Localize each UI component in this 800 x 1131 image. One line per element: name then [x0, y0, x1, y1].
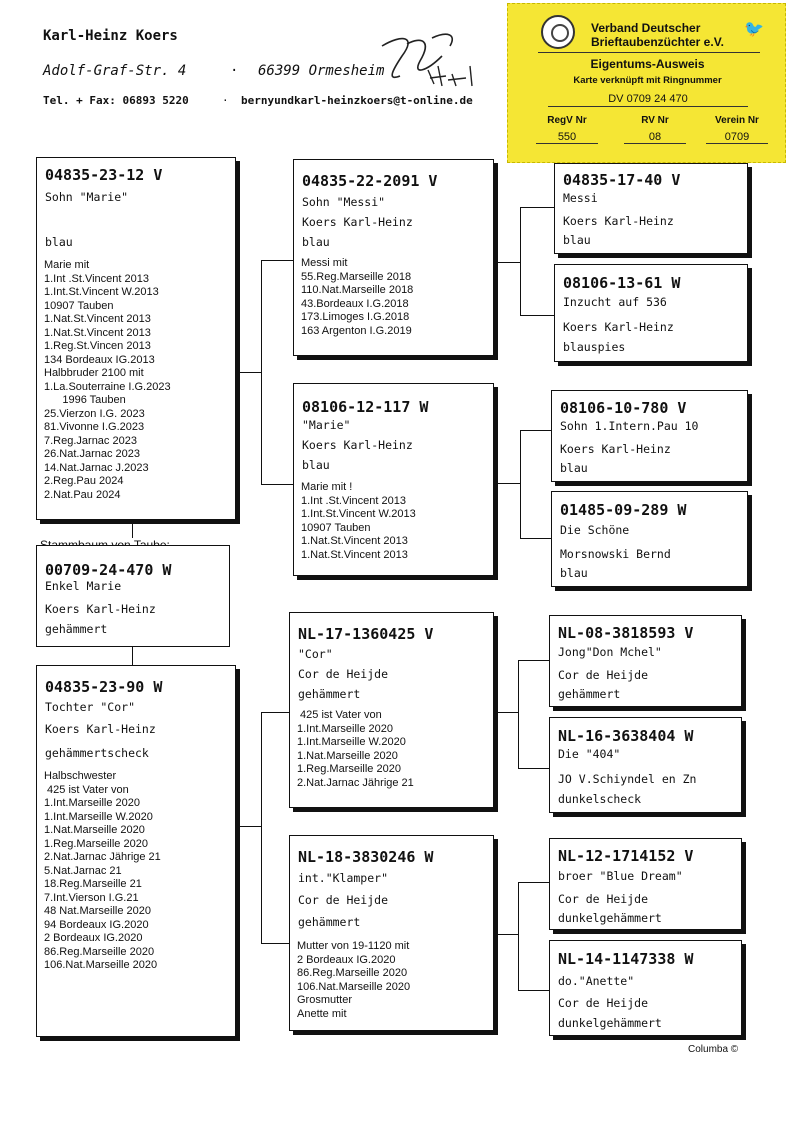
- breeder-name: Koers Karl-Heinz: [302, 215, 413, 229]
- connector-line: [494, 934, 518, 935]
- bird-name: Die "404": [558, 747, 621, 761]
- breeder-name: Cor de Heijde: [298, 893, 389, 907]
- pedigree-box-dds: [549, 838, 742, 930]
- bird-name: Jong"Don Mchel": [558, 645, 662, 659]
- bird-name: int."Klamper": [298, 871, 389, 885]
- bird-color: blau: [563, 233, 591, 247]
- bird-color: gehämmert: [298, 687, 361, 701]
- breeder-name: JO V.Schiyndel en Zn: [558, 772, 697, 786]
- breeder-name: Cor de Heijde: [298, 667, 389, 681]
- ring-number: NL-16-3638404 W: [558, 727, 694, 745]
- connector-line: [518, 882, 519, 991]
- ring-number: 08106-12-117 W: [302, 398, 429, 416]
- ring-number: 04835-23-12 V: [45, 166, 163, 184]
- ring-number: NL-08-3818593 V: [558, 624, 694, 642]
- connector-line: [520, 315, 554, 316]
- card-ring-number: DV 0709 24 470: [548, 93, 748, 107]
- bird-name: Sohn "Messi": [302, 195, 386, 209]
- pedigree-box-sire: [36, 157, 236, 520]
- bird-color: gehämmert: [558, 687, 621, 701]
- connector-line: [494, 483, 520, 484]
- card-value-verein: 0709: [706, 131, 768, 144]
- ring-number: NL-17-1360425 V: [298, 625, 434, 643]
- bird-name: Sohn "Marie": [45, 190, 129, 204]
- bird-name: broer "Blue Dream": [558, 869, 683, 883]
- card-value-regv: 550: [536, 131, 598, 144]
- bird-color: dunkelgehämmert: [558, 911, 662, 925]
- owner-city: 66399 Ormesheim: [258, 63, 385, 79]
- connector-line: [261, 712, 262, 944]
- breeder-name: Koers Karl-Heinz: [45, 722, 156, 736]
- bird-name: Enkel Marie: [45, 579, 122, 593]
- card-header-regv: RegV Nr: [547, 115, 587, 126]
- breeder-name: Koers Karl-Heinz: [302, 438, 413, 452]
- pedigree-box-sire-sire: [293, 159, 494, 356]
- connector-line: [518, 660, 519, 769]
- owner-email[interactable]: bernyundkarl-heinzkoers@t-online.de: [241, 94, 473, 107]
- bird-name: Sohn 1.Intern.Pau 10: [560, 419, 699, 433]
- address-separator: ·: [230, 63, 239, 79]
- pedigree-box-dam: [36, 665, 236, 1037]
- ring-number: 08106-10-780 V: [560, 399, 687, 417]
- card-org-line2: Brieftaubenzüchter e.V.: [591, 35, 724, 49]
- connector-line: [261, 260, 293, 261]
- breeder-name: Koers Karl-Heinz: [560, 442, 671, 456]
- connector-line: [494, 262, 520, 263]
- bird-color: dunkelscheck: [558, 792, 642, 806]
- connector-line: [236, 372, 261, 373]
- breeder-name: Koers Karl-Heinz: [45, 602, 156, 616]
- breeder-name: Cor de Heijde: [558, 996, 649, 1010]
- card-value-rv: 08: [624, 131, 686, 144]
- ring-number: 04835-17-40 V: [563, 171, 681, 189]
- ring-number: NL-12-1714152 V: [558, 847, 694, 865]
- ring-number: 00709-24-470 W: [45, 561, 172, 579]
- software-credit: Columba ©: [688, 1044, 739, 1055]
- connector-line: [261, 943, 289, 944]
- ring-number: NL-14-1147338 W: [558, 950, 694, 968]
- owner-name: Karl-Heinz Koers: [43, 28, 178, 44]
- bird-name: do."Anette": [558, 974, 635, 988]
- owner-street: Adolf-Graf-Str. 4: [43, 63, 187, 79]
- card-divider: [538, 52, 760, 53]
- ownership-card: [507, 3, 786, 163]
- bird-name: Tochter "Cor": [45, 700, 136, 714]
- breeder-name: Koers Karl-Heinz: [563, 320, 674, 334]
- card-header-rv: RV Nr: [641, 115, 669, 126]
- bird-name: Inzucht auf 536: [563, 295, 667, 309]
- connector-line: [132, 647, 133, 665]
- owner-phone: Tel. + Fax: 06893 5220: [43, 94, 189, 107]
- pedigree-box-dss: [549, 615, 742, 707]
- connector-line: [494, 712, 518, 713]
- ring-number: NL-18-3830246 W: [298, 848, 434, 866]
- bird-name: Die Schöne: [560, 523, 630, 537]
- bird-color: gehämmert: [298, 915, 361, 929]
- pedigree-box-dam-dam: [289, 835, 494, 1031]
- connector-line: [520, 538, 551, 539]
- pedigree-box-dsd: [549, 717, 742, 813]
- card-org-line1: Verband Deutscher: [591, 21, 701, 35]
- pigeon-icon: 🐦: [744, 21, 764, 38]
- connector-line: [518, 660, 549, 661]
- pedigree-box-dam-sire: [289, 612, 494, 808]
- performance-list: Mutter von 19-1120 mit 2 Bordeaux IG.2020 86.Reg.Marseille 2020 106.Nat.Marseille 2020 Grosmutter Anette mit: [297, 940, 411, 1020]
- performance-list: Messi mit 55.Reg.Marseille 2018 110.Nat.Marseille 2018 43.Bordeaux I.G.2018 173.Limoges I.G.2018 163 Argenton I.G.2019: [301, 257, 414, 337]
- breeder-name: Morsnowski Bernd: [560, 547, 671, 561]
- bird-color: blau: [302, 235, 330, 249]
- card-title: Eigentums-Ausweis: [590, 57, 705, 71]
- connector-line: [518, 768, 549, 769]
- pedigree-box-subject: [36, 545, 230, 647]
- connector-line: [261, 484, 293, 485]
- card-subtitle: Karte verknüpft mit Ringnummer: [573, 75, 722, 86]
- connector-line: [520, 207, 554, 208]
- bird-color: gehämmertscheck: [45, 746, 149, 760]
- signature-icon: [372, 26, 492, 92]
- connector-line: [520, 207, 521, 316]
- bird-color: blau: [560, 461, 588, 475]
- pedigree-box-sds: [551, 390, 748, 482]
- bird-color: dunkelgehämmert: [558, 1016, 662, 1030]
- connector-line: [520, 430, 551, 431]
- ring-number: 08106-13-61 W: [563, 274, 681, 292]
- connector-line: [261, 260, 262, 485]
- breeder-name: Koers Karl-Heinz: [563, 214, 674, 228]
- performance-list: Marie mit 1.Int .St.Vincent 2013 1.Int.St.Vincent W.2013 10907 Tauben 1.Nat.St.Vincent 2013 1.Nat.St.Vincent 2013 1.Reg.St.Vincen 2013 134 Bordeaux IG.2013 Halbbruder 2100 mit 1.La.Souterraine I.G.2023 1996 Tauben 25.Vierzon I.G. 2023 81.Vivonne I.G.2023 7.Reg.Jarnac 2023 26.Nat.Jarnac 2023 14.Nat.Jarnac J.2023 2.Reg.Pau 2024 2.Nat.Pau 2024: [44, 259, 171, 501]
- pedigree-box-ssd: [554, 264, 748, 362]
- bird-color: blau: [302, 458, 330, 472]
- contact-separator: ·: [222, 94, 229, 107]
- connector-line: [518, 990, 549, 991]
- breeder-name: Cor de Heijde: [558, 668, 649, 682]
- ring-number: 04835-22-2091 V: [302, 172, 438, 190]
- connector-line: [236, 826, 261, 827]
- bird-color: blau: [560, 566, 588, 580]
- connector-line: [518, 882, 549, 883]
- connector-line: [520, 430, 521, 539]
- breeder-name: Cor de Heijde: [558, 892, 649, 906]
- performance-list: Marie mit ! 1.Int .St.Vincent 2013 1.Int.St.Vincent W.2013 10907 Tauben 1.Nat.St.Vincent 2013 1.Nat.St.Vincent 2013: [301, 481, 416, 561]
- ring-number: 01485-09-289 W: [560, 501, 687, 519]
- performance-list: Halbschwester 425 ist Vater von 1.Int.Marseille 2020 1.Int.Marseille W.2020 1.Nat.Marseille 2020 1.Reg.Marseille 2020 2.Nat.Jarnac Jährige 21 5.Nat.Jarnac 21 18.Reg.Marseille 21 7.Int.Vierson I.G.21 48 Nat.Marseille 2020 94 Bordeaux IG.2020 2 Bordeaux IG.2020 86.Reg.Marseille 2020 106.Nat.Marseille 2020: [44, 770, 161, 971]
- pedigree-box-sire-dam: [293, 383, 494, 576]
- bird-name: Messi: [563, 191, 598, 205]
- bird-color: gehämmert: [45, 622, 108, 636]
- bird-color: blauspies: [563, 340, 626, 354]
- performance-list: 425 ist Vater von 1.Int.Marseille 2020 1.Int.Marseille W.2020 1.Nat.Marseille 2020 1.Reg.Marseille 2020 2.Nat.Jarnac Jährige 21: [297, 709, 414, 789]
- pedigree-box-ddd: [549, 940, 742, 1036]
- connector-line: [261, 712, 289, 713]
- card-header-verein: Verein Nr: [715, 115, 759, 126]
- ring-number: 04835-23-90 W: [45, 678, 163, 696]
- pedigree-box-sss: [554, 163, 748, 254]
- pedigree-box-sdd: [551, 491, 748, 587]
- bird-color: blau: [45, 235, 73, 249]
- bird-name: "Marie": [302, 418, 351, 432]
- dv-logo-icon: [541, 15, 575, 49]
- bird-name: "Cor": [298, 647, 333, 661]
